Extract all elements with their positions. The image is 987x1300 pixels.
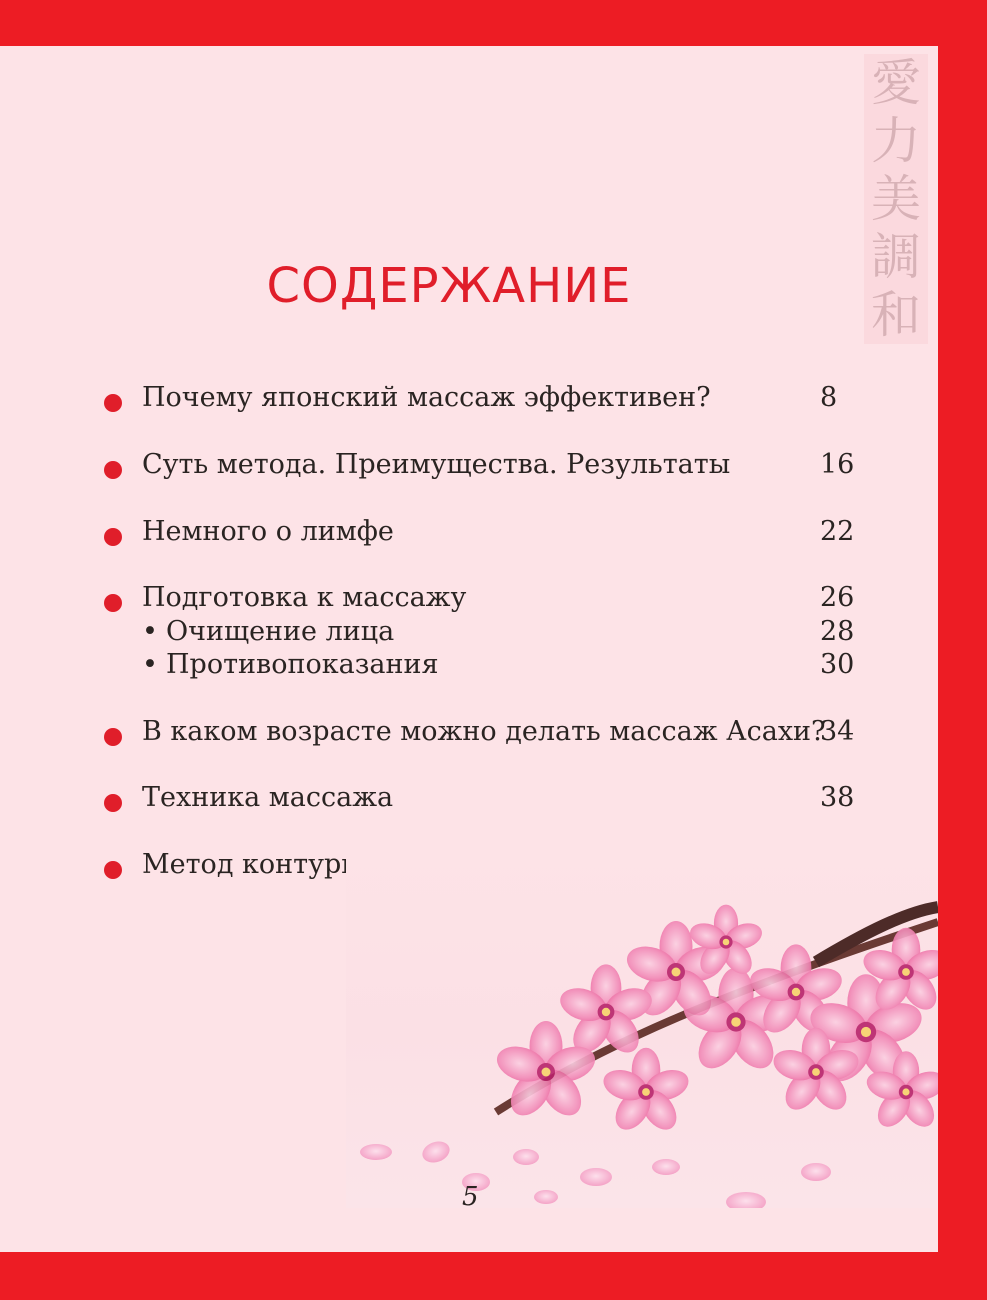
toc-sub-label: Очищение лица bbox=[166, 616, 395, 647]
toc-label: Немного о лимфе bbox=[142, 516, 394, 547]
toc-page: 8 bbox=[820, 382, 838, 413]
toc-page: 34 bbox=[820, 716, 855, 747]
toc-entry[interactable] bbox=[100, 782, 860, 816]
toc-subentry[interactable] bbox=[100, 649, 860, 683]
sub-bullet: • bbox=[142, 616, 158, 647]
bullet-dot bbox=[104, 794, 122, 812]
toc-entry[interactable] bbox=[100, 582, 860, 616]
toc-label: Суть метода. Преимущества. Результаты bbox=[142, 449, 731, 480]
kanji-2: 力 bbox=[871, 112, 921, 170]
toc-page: 42 bbox=[820, 849, 855, 880]
bullet-dot bbox=[104, 461, 122, 479]
toc-subentry[interactable] bbox=[100, 616, 860, 650]
bullet-dot bbox=[104, 528, 122, 546]
bullet-dot bbox=[104, 728, 122, 746]
toc-sub-page: 30 bbox=[820, 649, 855, 680]
toc-label: В каком возрасте можно делать массаж Асахи? bbox=[142, 716, 826, 747]
page-title: СОДЕРЖАНИЕ bbox=[266, 258, 632, 315]
toc-entry[interactable] bbox=[100, 716, 860, 750]
book-page bbox=[0, 46, 938, 1252]
kanji-3: 美 bbox=[871, 170, 921, 228]
kanji-4: 調 bbox=[871, 228, 921, 286]
toc-label: Метод контурно-лицевого массажа bbox=[142, 849, 648, 880]
toc-sub-label: Противопоказания bbox=[166, 649, 439, 680]
bullet-dot bbox=[104, 394, 122, 412]
page-number: 5 bbox=[462, 1182, 479, 1212]
toc-entry[interactable] bbox=[100, 449, 860, 483]
toc-entry[interactable] bbox=[100, 516, 860, 550]
toc-label: Подготовка к массажу bbox=[142, 582, 467, 613]
toc-label: Почему японский массаж эффективен? bbox=[142, 382, 711, 413]
bullet-dot bbox=[104, 861, 122, 879]
toc-page: 26 bbox=[820, 582, 855, 613]
sub-bullet: • bbox=[142, 649, 158, 680]
toc-page: 38 bbox=[820, 782, 855, 813]
toc-entry[interactable] bbox=[100, 382, 860, 416]
toc-page: 16 bbox=[820, 449, 855, 480]
toc-sub-page: 28 bbox=[820, 616, 855, 647]
kanji-1: 愛 bbox=[871, 54, 921, 112]
toc-page: 22 bbox=[820, 516, 855, 547]
bullet-dot bbox=[104, 594, 122, 612]
cherry-blossom-illustration bbox=[346, 852, 938, 1208]
toc-label: Техника массажа bbox=[142, 782, 394, 813]
kanji-5: 和 bbox=[871, 286, 921, 344]
